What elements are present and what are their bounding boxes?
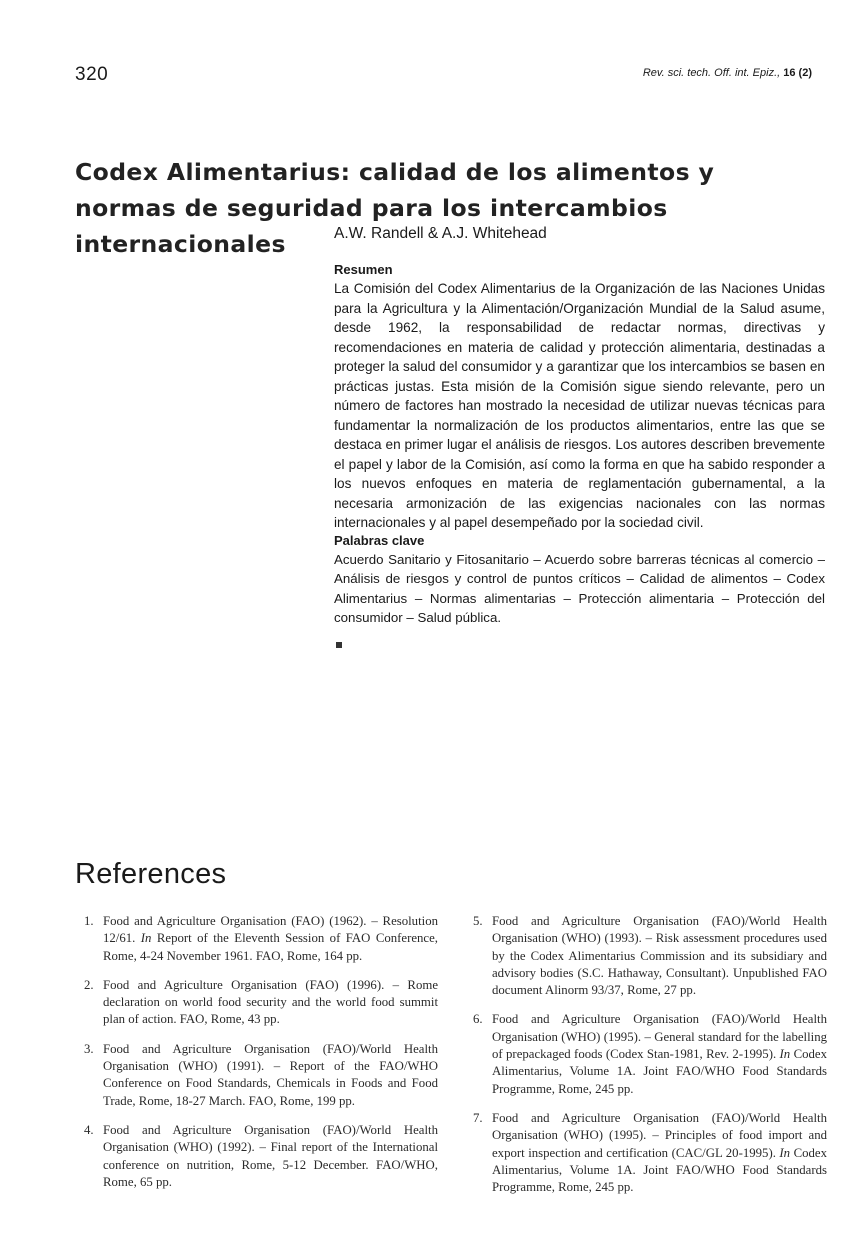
abstract-heading: Resumen: [334, 262, 393, 277]
end-of-abstract-mark: [336, 642, 342, 648]
reference-source: Codex Alimentarius, Volume 1A. Joint FAO/WHO Food Standards Programme, Rome, 245 pp.: [492, 1145, 827, 1195]
reference-number: 4.: [84, 1122, 94, 1137]
reference-item: [84, 913, 438, 965]
reference-item: [84, 1122, 438, 1191]
reference-in-marker: In: [779, 1145, 791, 1160]
reference-item: [473, 913, 827, 999]
reference-in-marker: In: [779, 1047, 791, 1062]
journal-volume: 16 (2): [783, 67, 812, 79]
reference-item: [473, 1011, 827, 1097]
page-number: 320: [75, 64, 109, 85]
running-header: [643, 67, 812, 79]
references-heading: References: [75, 858, 227, 890]
keywords-text: Acuerdo Sanitario y Fitosanitario – Acuerdo sobre barreras técnicas al comercio – Análisis de riesgos y control de puntos críticos – Calidad de alimentos – Codex Alimentarius – Normas alimentarias – Protección alimentaria – Protección del consumidor – Salud pública.: [334, 552, 825, 625]
journal-citation: Rev. sci. tech. Off. int. Epiz.,: [642, 67, 781, 79]
reference-item: [84, 1041, 438, 1110]
article-title: Codex Alimentarius: calidad de los alimentos y normas de seguridad para los intercambios internacionales: [75, 158, 715, 258]
references-column-left: [84, 913, 438, 1203]
reference-item: [473, 1110, 827, 1196]
abstract-text: La Comisión del Codex Alimentarius de la Organización de las Naciones Unidas para la Agricultura y la Alimentación/Organización Mundial de la Salud asume, desde 1962, la responsabilidad de redactar normas, directivas y recomendaciones en materia de calidad y protección alimentaria, destinadas a proteger la salud del consumidor y a garantizar que los intercambios se basen en prácticas justas. Esta misión de la Comisión sigue siendo relevante, pero un número de factores han mostrado la necesidad de utilizar nuevas técnicas para fundamentar la normalización de los productos alimentarios, entre las que se destaca en primer lugar el análisis de riesgos. Los autores describen brevemente el papel y labor de la Comisión, así como la forma en que ha sabido responder a los nuevos enfoques en materia de reglamentación gubernamental, a la necesaria armonización de las exigencias nacionales con las normas internacionales y al papel desempeñado por la sociedad civil.: [334, 281, 825, 530]
reference-number: 6.: [473, 1012, 483, 1027]
reference-text: Food and Agriculture Organisation (FAO)/World Health Organisation (WHO) (1995). – General standard for the labelling of prepackaged foods (Codex Stan-1981, Rev. 2-1995).: [492, 1012, 827, 1062]
reference-number: 1.: [84, 914, 94, 928]
reference-text: Food and Agriculture Organisation (FAO) (1996). – Rome declaration on world food security and the world food summit plan of action. FAO, Rome, 43 pp.: [103, 977, 438, 1027]
references-column-right: [473, 913, 827, 1208]
reference-text: Food and Agriculture Organisation (FAO)/World Health Organisation (WHO) (1993). – Risk assessment procedures used by the Codex Alimentarius Commission and its subsidiary and advisory bodies (S.C. Hathaway, Consultant). Unpublished FAO document Alinorm 93/37, Rome, 27 pp.: [492, 914, 827, 998]
reference-number: 3.: [84, 1041, 94, 1056]
reference-in-marker: In: [140, 931, 152, 946]
reference-text: Food and Agriculture Organisation (FAO)/World Health Organisation (WHO) (1991). – Report of the FAO/WHO Conference on Food Standards, Chemicals in Foods and Food Trade, Rome, 18-27 March. FAO, Rome, 199 pp.: [103, 1041, 438, 1108]
reference-text: Food and Agriculture Organisation (FAO) (1962). – Resolution 12/61.: [103, 914, 438, 946]
reference-source: Report of the Eleventh Session of FAO Conference, Rome, 4-24 November 1961. FAO, Rome, 164 pp.: [103, 931, 438, 963]
reference-text: Food and Agriculture Organisation (FAO)/World Health Organisation (WHO) (1992). – Final report of the International conference on nutrition, Rome, 5-12 December. FAO/WHO, Rome, 65 pp.: [103, 1122, 438, 1189]
reference-source: Codex Alimentarius, Volume 1A. Joint FAO/WHO Food Standards Programme, Rome, 245 pp.: [492, 1047, 827, 1096]
reference-number: 2.: [84, 977, 94, 992]
reference-text: Food and Agriculture Organisation (FAO)/World Health Organisation (WHO) (1995). – Principles of food import and export inspection and certification (CAC/GL 20-1995).: [492, 1110, 827, 1160]
reference-number: 5.: [473, 914, 483, 928]
reference-number: 7.: [473, 1110, 483, 1125]
article-authors: A.W. Randell & A.J. Whitehead: [334, 225, 547, 242]
reference-item: [84, 977, 438, 1029]
keywords-heading: Palabras clave: [334, 533, 425, 548]
